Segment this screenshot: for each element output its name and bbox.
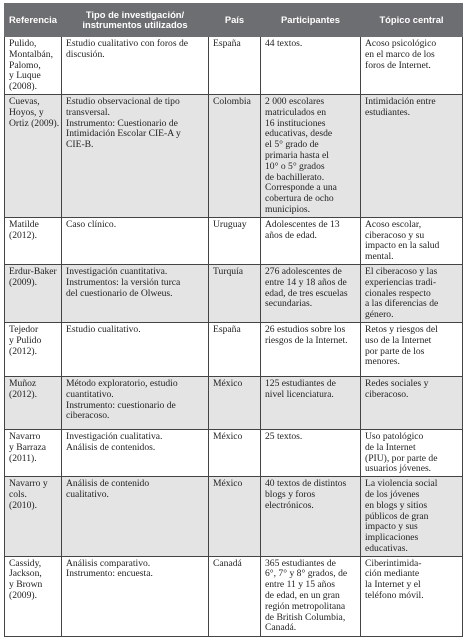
cell-line: Acoso escolar, bbox=[365, 218, 422, 230]
cell-line: 25 textos. bbox=[265, 430, 303, 442]
cell-pais bbox=[209, 429, 261, 476]
cell-participantes bbox=[261, 264, 361, 322]
table-row bbox=[5, 376, 463, 429]
cell-line: Colombia bbox=[213, 95, 251, 107]
cell-tipo bbox=[62, 322, 209, 376]
cell-line: 125 estudiantes de bbox=[265, 377, 336, 389]
cell-pais bbox=[209, 217, 261, 264]
header-pais bbox=[209, 4, 261, 37]
cell-line: transversal. bbox=[66, 106, 110, 118]
cell-line: Muñoz bbox=[9, 377, 37, 389]
cell-line: El ciberacoso y las bbox=[365, 265, 438, 277]
cell-line: electrónicos. bbox=[265, 499, 314, 511]
cell-line: públicos de gran bbox=[365, 510, 429, 522]
cell-line: edad, de tres escuelas bbox=[265, 287, 348, 299]
cell-line: (2009). bbox=[9, 590, 37, 602]
cell-line: ciberacoso. bbox=[66, 410, 110, 422]
cell-topico bbox=[361, 429, 463, 476]
cell-tipo bbox=[62, 376, 209, 429]
cell-line: Turquía bbox=[213, 265, 244, 277]
cell-referencia bbox=[5, 477, 62, 557]
cell-tipo bbox=[62, 429, 209, 476]
cell-line: del cuestionario de Olweus. bbox=[66, 287, 173, 299]
cell-line: Jackson, bbox=[9, 568, 42, 580]
cell-line: 16 instituciones bbox=[265, 117, 326, 129]
cell-line: Erdur-Baker bbox=[9, 265, 57, 277]
cell-line: entre 14 y 18 años de bbox=[265, 276, 347, 288]
cell-line: (2012). bbox=[9, 388, 37, 400]
cell-participantes bbox=[261, 94, 361, 217]
cell-line: Cuevas, bbox=[9, 95, 40, 107]
cell-line: ciberacoso y su bbox=[365, 229, 425, 241]
cell-tipo bbox=[62, 37, 209, 95]
cell-line: cualitativo. bbox=[66, 488, 109, 500]
header-participantes bbox=[261, 4, 361, 37]
cell-line: Adolescentes de 13 bbox=[265, 218, 340, 230]
table-body bbox=[5, 37, 463, 637]
cell-line: impacto en la salud bbox=[365, 240, 440, 252]
cell-line: años de edad. bbox=[265, 229, 317, 241]
cell-line: de la Internet bbox=[365, 441, 416, 453]
cell-line: 40 textos de distintos bbox=[265, 478, 347, 490]
cell-line: implicaciones bbox=[365, 532, 419, 544]
cell-line: cionales respecto bbox=[365, 287, 431, 299]
cell-referencia bbox=[5, 37, 62, 95]
table-row bbox=[5, 94, 463, 217]
cell-line: Instrumento: Cuestionario de bbox=[66, 117, 178, 129]
cell-line: uso de la Internet bbox=[365, 334, 432, 346]
cell-line: experiencias tradi- bbox=[365, 276, 437, 288]
cell-line: Caso clínico. bbox=[66, 218, 117, 230]
header-referencia bbox=[5, 4, 62, 37]
cell-referencia bbox=[5, 376, 62, 429]
cell-line: 276 adolescentes de bbox=[265, 265, 342, 277]
header-row bbox=[5, 4, 463, 37]
cell-line: región metropolitana bbox=[265, 600, 346, 612]
cell-line: Tipo de investigación/ bbox=[85, 9, 185, 20]
cell-participantes bbox=[261, 37, 361, 95]
cell-line: (2012). bbox=[9, 229, 37, 241]
cell-line: 44 textos. bbox=[265, 38, 303, 49]
cell-line: de edad, en un gran bbox=[265, 590, 340, 602]
cell-line: Montalbán, bbox=[9, 48, 53, 60]
cell-line: y Pulido bbox=[9, 334, 42, 346]
cell-line: Uruguay bbox=[213, 218, 247, 230]
cell-line: Estudio observacional de tipo bbox=[66, 95, 180, 107]
cell-participantes bbox=[261, 556, 361, 636]
cell-tipo bbox=[62, 477, 209, 557]
cell-line: México bbox=[213, 478, 243, 490]
cell-line: género. bbox=[365, 309, 394, 321]
cell-topico bbox=[361, 477, 463, 557]
table-row bbox=[5, 429, 463, 476]
cell-line: blogs y foros bbox=[265, 488, 316, 500]
cell-line: Referencia bbox=[9, 14, 57, 25]
cell-line: Intimidación Escolar CIE-A y bbox=[66, 128, 181, 140]
cell-topico bbox=[361, 217, 463, 264]
cell-participantes bbox=[261, 429, 361, 476]
cell-pais bbox=[209, 322, 261, 376]
cell-line: México bbox=[213, 377, 243, 389]
cell-line: cobertura de ocho bbox=[265, 193, 334, 205]
table-row bbox=[5, 217, 463, 264]
cell-participantes bbox=[261, 322, 361, 376]
cell-participantes bbox=[261, 376, 361, 429]
cell-line: mental. bbox=[365, 251, 394, 263]
cell-line: Hoyos, y bbox=[9, 106, 44, 118]
cell-line: Tejedor bbox=[9, 323, 39, 335]
cell-topico bbox=[361, 556, 463, 636]
cell-pais bbox=[209, 264, 261, 322]
cell-referencia bbox=[5, 94, 62, 217]
cell-line: impacto y sus bbox=[365, 521, 418, 533]
cell-line: Cassidy, bbox=[9, 557, 42, 569]
cell-line: Intimidación entre bbox=[365, 95, 436, 107]
cell-participantes bbox=[261, 217, 361, 264]
cell-line: 2 000 escolares bbox=[265, 95, 325, 107]
cell-topico bbox=[361, 376, 463, 429]
table-row bbox=[5, 556, 463, 636]
cell-line: educativas, desde bbox=[265, 128, 333, 140]
cell-line: España bbox=[213, 323, 241, 335]
cell-tipo bbox=[62, 556, 209, 636]
cell-line: Palomo, bbox=[9, 59, 41, 71]
cell-line: Tópico central bbox=[379, 14, 444, 25]
cell-line: de los jóvenes bbox=[365, 488, 420, 500]
cell-line: secundarias. bbox=[265, 298, 313, 310]
cell-line: en el marco de los bbox=[365, 48, 435, 60]
cell-line: México bbox=[213, 430, 243, 442]
cell-line: Análisis comparativo. bbox=[66, 557, 151, 569]
cell-tipo bbox=[62, 217, 209, 264]
cell-line: Instrumentos: la versión turca bbox=[66, 276, 181, 288]
cell-tipo bbox=[62, 94, 209, 217]
cell-line: de bachillerato. bbox=[265, 171, 325, 183]
cell-line: Uso patológico bbox=[365, 430, 424, 442]
cell-line: por parte de los bbox=[365, 345, 425, 357]
cell-topico bbox=[361, 94, 463, 217]
cell-line: el 5° grado de bbox=[265, 139, 319, 151]
cell-line: en blogs y sitios bbox=[365, 499, 428, 511]
table-row bbox=[5, 264, 463, 322]
cell-line: Navarro bbox=[9, 430, 41, 442]
cell-line: a las diferencias de bbox=[365, 298, 439, 310]
cell-line: 6°, 7° y 8° grados, de bbox=[265, 568, 348, 580]
cell-topico bbox=[361, 37, 463, 95]
cell-line: y Brown bbox=[9, 579, 43, 591]
cell-line: y Luque bbox=[9, 70, 41, 82]
cell-line: País bbox=[224, 14, 245, 25]
cell-line: España bbox=[213, 38, 241, 49]
cell-line: Acoso psicológico bbox=[365, 38, 437, 49]
cell-line: (2010). bbox=[9, 499, 37, 511]
cell-line: 365 estudiantes de bbox=[265, 557, 336, 569]
table-row bbox=[5, 322, 463, 376]
cell-line: usuarios jóvenes. bbox=[365, 463, 432, 475]
table-row bbox=[5, 477, 463, 557]
cell-line: Canadá bbox=[213, 557, 242, 569]
cell-line: CIE-B. bbox=[66, 139, 94, 151]
cell-line: Investigación cualitativa. bbox=[66, 430, 163, 442]
cell-line: Matilde bbox=[9, 218, 39, 230]
cell-line: ciberacoso. bbox=[365, 388, 409, 400]
cell-line: Participantes bbox=[281, 14, 340, 25]
table-row bbox=[5, 37, 463, 95]
cell-line: nivel licenciatura. bbox=[265, 388, 334, 400]
cell-line: riesgos de la Internet. bbox=[265, 334, 348, 346]
cell-line: estudiantes. bbox=[365, 106, 411, 118]
cell-line: foros de Internet. bbox=[365, 59, 431, 71]
cell-line: Instrumento: encuesta. bbox=[66, 568, 153, 580]
cell-line: Estudio cualitativo con foros de bbox=[66, 38, 189, 49]
cell-pais bbox=[209, 94, 261, 217]
cell-line: educativas. bbox=[365, 542, 408, 554]
cell-line: de British Columbia, bbox=[265, 611, 346, 623]
cell-line: Análisis de contenidos. bbox=[66, 441, 156, 453]
cell-line: La violencia social bbox=[365, 478, 438, 490]
cell-pais bbox=[209, 477, 261, 557]
cell-line: ción mediante bbox=[365, 568, 420, 580]
cell-line: Método exploratorio, estudio bbox=[66, 377, 178, 389]
cell-line: municipios. bbox=[265, 203, 311, 215]
cell-pais bbox=[209, 37, 261, 95]
cell-line: (2011). bbox=[9, 452, 37, 464]
cell-line: cols. bbox=[9, 488, 27, 500]
cell-referencia bbox=[5, 322, 62, 376]
cell-line: Retos y riesgos del bbox=[365, 323, 438, 335]
cell-line: Investigación cuantitativa. bbox=[66, 265, 168, 277]
cell-line: y Barraza bbox=[9, 441, 47, 453]
cell-line: Navarro y bbox=[9, 478, 48, 490]
cell-pais bbox=[209, 376, 261, 429]
cell-line: matriculados en bbox=[265, 106, 327, 118]
cell-line: 26 estudios sobre los bbox=[265, 323, 346, 335]
cell-line: entre 11 y 15 años bbox=[265, 579, 335, 591]
header-tipo bbox=[62, 4, 209, 37]
header-topico bbox=[361, 4, 463, 37]
research-table bbox=[4, 3, 463, 637]
cell-line: 10° o 5° grados bbox=[265, 160, 325, 172]
cell-line: Ortiz (2009). bbox=[9, 117, 60, 129]
cell-line: Instrumento: cuestionario de bbox=[66, 399, 176, 411]
cell-tipo bbox=[62, 264, 209, 322]
cell-line: primaria hasta el bbox=[265, 149, 329, 161]
cell-line: instrumentos utilizados bbox=[82, 19, 188, 30]
cell-participantes bbox=[261, 477, 361, 557]
cell-line: (2012). bbox=[9, 345, 37, 357]
cell-line: menores. bbox=[365, 356, 400, 368]
cell-line: Redes sociales y bbox=[365, 377, 429, 389]
cell-referencia bbox=[5, 217, 62, 264]
cell-pais bbox=[209, 556, 261, 636]
cell-line: Pulido, bbox=[9, 38, 37, 49]
cell-line: (2009). bbox=[9, 276, 37, 288]
cell-topico bbox=[361, 322, 463, 376]
cell-line: Corresponde a una bbox=[265, 182, 337, 194]
cell-referencia bbox=[5, 429, 62, 476]
cell-line: Canadá. bbox=[265, 622, 297, 634]
table-header bbox=[5, 4, 463, 37]
cell-referencia bbox=[5, 556, 62, 636]
cell-line: (2008). bbox=[9, 81, 37, 93]
cell-topico bbox=[361, 264, 463, 322]
cell-line: Ciberintimida- bbox=[365, 557, 422, 569]
cell-line: discusión. bbox=[66, 48, 105, 60]
cell-line: cuantitativo. bbox=[66, 388, 114, 400]
cell-line: (PIU), por parte de bbox=[365, 452, 438, 464]
cell-line: la Internet y el bbox=[365, 579, 421, 591]
cell-referencia bbox=[5, 264, 62, 322]
cell-line: Estudio cualitativo. bbox=[66, 323, 141, 335]
cell-line: teléfono móvil. bbox=[365, 590, 424, 602]
cell-line: Análisis de contenido bbox=[66, 478, 150, 490]
